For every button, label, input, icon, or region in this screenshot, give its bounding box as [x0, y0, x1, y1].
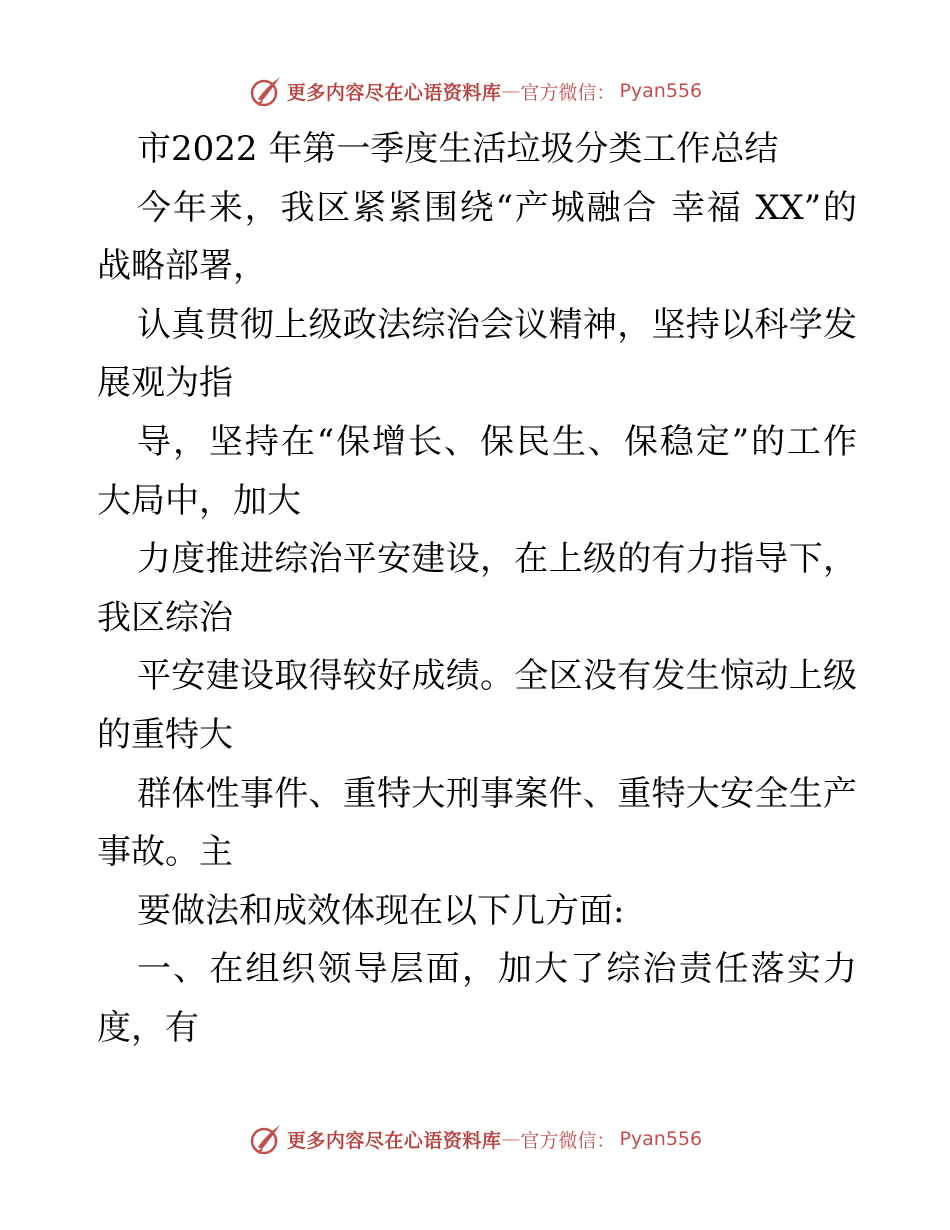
- quill-logo-icon: [248, 1121, 284, 1157]
- banner-separator: —: [501, 1128, 521, 1150]
- paragraph-line: 度，有: [97, 1007, 199, 1048]
- paragraph-line: 今年来，我区紧紧围绕“产城融合 幸福 XX”的: [137, 187, 857, 228]
- paragraph-line: 群体性事件、重特大刑事案件、重特大安全生产: [137, 773, 857, 814]
- paragraph-line: 一、在组织领导层面，加大了综治责任落实力: [137, 949, 857, 990]
- watermark-banner-top: [0, 71, 950, 111]
- banner-label: 官方微信：: [520, 81, 616, 104]
- banner-separator: —: [501, 80, 521, 102]
- paragraph-line: 战略部署，: [97, 246, 267, 287]
- paragraph-line: 力度推进综治平安建设，在上级的有力指导下，: [137, 539, 857, 580]
- document-body: [97, 120, 857, 1058]
- document-title: 市2022 年第一季度生活垃圾分类工作总结: [137, 129, 779, 169]
- paragraph-line: 平安建设取得较好成绩。全区没有发生惊动上级: [137, 656, 857, 697]
- paragraph-line: 的重特大: [97, 714, 233, 755]
- banner-wechat-id: Pyan556: [619, 80, 703, 102]
- paragraph-line: 要做法和成效体现在以下几方面:: [137, 890, 625, 931]
- paragraph-line: 认真贯彻上级政法综治会议精神，坚持以科学发: [137, 304, 857, 345]
- watermark-banner-bottom: [0, 1119, 950, 1159]
- paragraph-line: 我区综治: [97, 597, 233, 638]
- paragraph-line: 导，坚持在“保增长、保民生、保稳定”的工作: [137, 421, 857, 462]
- banner-brand: 更多内容尽在心语资料库: [286, 81, 502, 104]
- paragraph-line: 大局中，加大: [97, 480, 301, 521]
- quill-logo-icon: [248, 73, 284, 109]
- banner-label: 官方微信：: [520, 1129, 616, 1152]
- banner-wechat-id: Pyan556: [619, 1128, 703, 1150]
- paragraph-line: 展观为指: [97, 363, 233, 404]
- paragraph-line: 事故。主: [97, 832, 233, 873]
- banner-brand: 更多内容尽在心语资料库: [286, 1129, 502, 1152]
